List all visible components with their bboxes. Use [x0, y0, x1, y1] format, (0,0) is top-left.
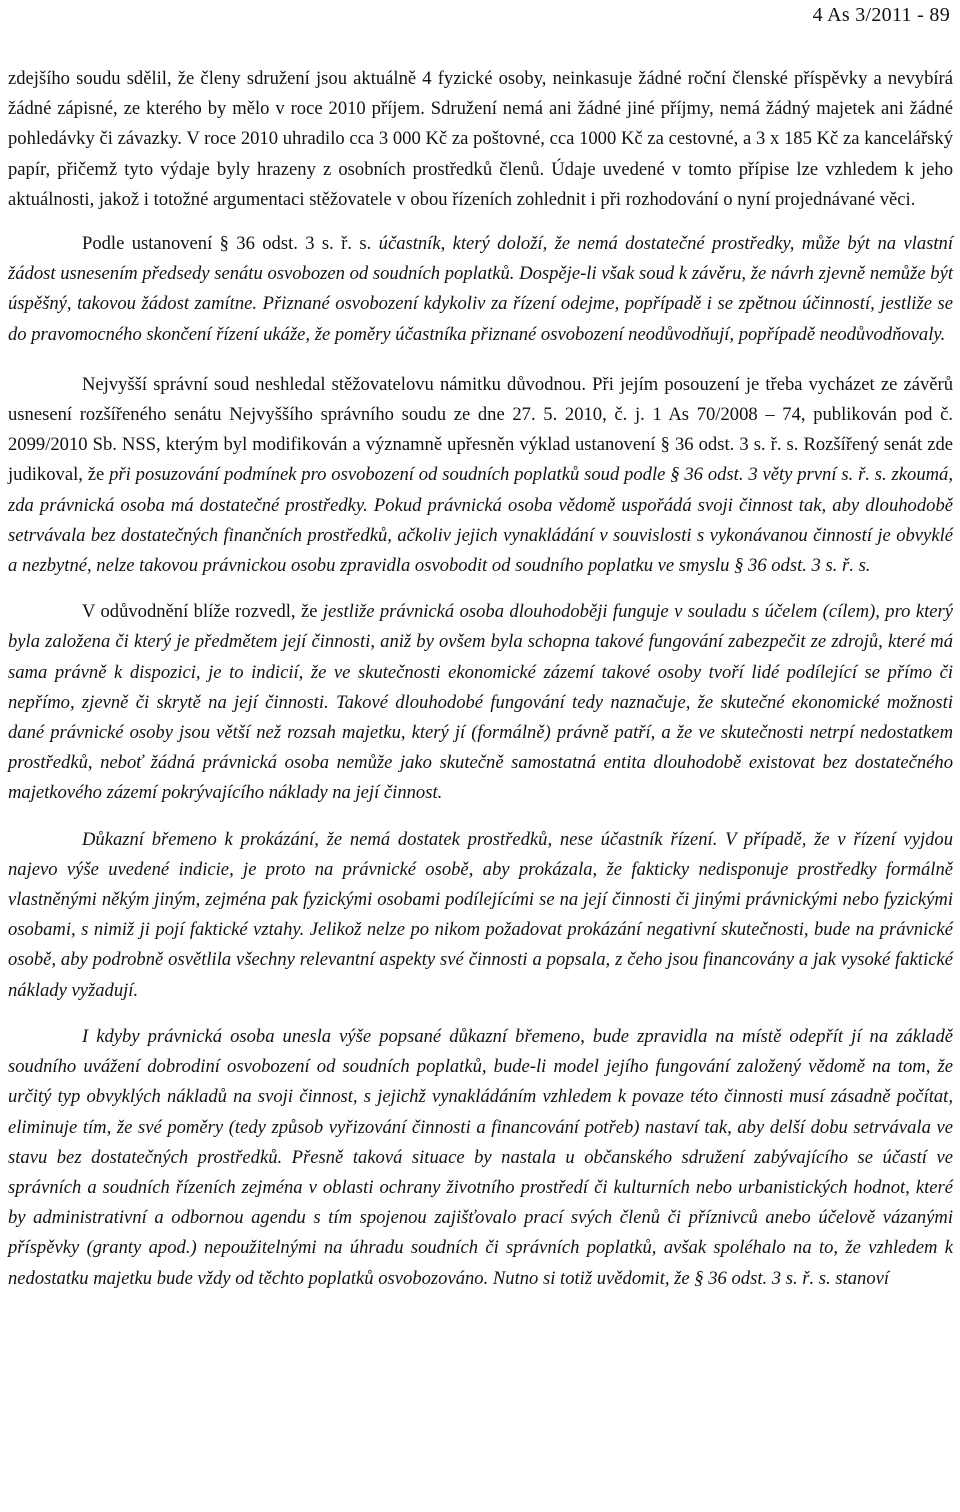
paragraph-2-quote: účastník, který doloží, že nemá dostatečné prostředky, může být na vlastní žádost usnesením předsedy senátu osvobozen od soudních poplatků. Dospěje-li však soud k závěru, že návrh zjevně nemůže být úspěšný, takovou žádost zamítne. Přiznané osvobození kdykoliv za řízení odejme, popřípadě i se zpětnou účinností, jestliže se do pravomocného skončení řízení ukáže, že poměry účastníka přiznané osvobození neodůvodňují, popřípadě neodůvodňovaly. [8, 233, 953, 345]
paragraph-2 [8, 229, 953, 350]
paragraph-1: zdejšího soudu sdělil, že členy sdružení jsou aktuálně 4 fyzické osoby, neinkasuje žádné roční členské příspěvky a nevybírá žádné zápisné, ze kterého by mělo v roce 2010 příjem. Sdružení nemá ani žádné jiné příjmy, nemá žádný majetek ani žádné pohledávky či závazky. V roce 2010 uhradilo cca 3 000 Kč za poštovné, cca 1000 Kč za cestovné, a 3 x 185 Kč za kancelářský papír, přičemž tyto výdaje byly hrazeny z osobních prostředků členů. Údaje uvedené v tomto přípise lze vzhledem k jeho aktuálnosti, jakož i totožné argumentaci stěžovatele v obou řízeních zohlednit i při rozhodování o nyní projednávané věci. [8, 68, 953, 210]
document-body [8, 64, 953, 1294]
paragraph-3-lead: Nejvyšší správní soud neshledal stěžovatelovu námitku důvodnou. Při jejím posouzení je třeba vycházet ze závěrů usnesení rozšířeného senátu Nejvyššího správního soudu ze dne 27. 5. 2010, č. j. 1 As 70/2008 – 74, publikován pod č. 2099/2010 Sb. NSS, kterým byl modifikován a významně upřesněn výklad ustanovení § 36 odst. 3 s. ř. s. Rozšířený senát zde judikoval, že [8, 373, 953, 486]
paragraph-2-lead: Podle ustanovení § 36 odst. 3 s. ř. s. [82, 233, 379, 255]
page-header-reference: 4 As 3/2011 - 89 [812, 4, 950, 26]
paragraph-5: Důkazní břemeno k prokázání, že nemá dostatek prostředků, nese účastník řízení. V případě, že v řízení vyjdou najevo výše uvedené indicie, je proto na právnické osobě, aby prokázala, že fakticky nedisponuje prostředky formálně vlastněnými někým jiným, zejména pak fyzickými osobami podílejícími se na její činnosti či jinými právnickými nebo fyzickými osobami, s nimiž ji pojí faktické vztahy. Jelikož nelze po nikom požadovat prokázání negativní skutečnosti, bude na právnické osobě, aby podrobně osvětlila všechny relevantní aspekty své činnosti a popsala, z čeho jsou financovány a jak vysoké faktické náklady vyžadují. [8, 828, 953, 1001]
paragraph-3 [8, 370, 953, 581]
paragraph-4-quote: jestliže právnická osoba dlouhodoběji funguje v souladu s účelem (cílem), pro který byla založena či který je předmětem její činnosti, aniž by ovšem byla schopna takové fungování zabezpečit ze zdrojů, které má sama právně k dispozici, je to indicií, že ve skutečnosti ekonomické zázemí takové osoby tvoří lidé podílející se přímo či nepřímo, zjevně či skrytě na její činnosti. Takové dlouhodobé fungování tedy naznačuje, že skutečné ekonomické možnosti dané právnické osoby jsou větší než rozsah majetku, který jí (formálně) právně patří, a že ve skutečnosti netrpí nedostatkem prostředků, neboť žádná právnická osoba nemůže jako skutečně samostatná entita dlouhodobě existovat bez dostatečného majetkového zázemí pokrývajícího náklady na její činnost. [8, 601, 953, 804]
paragraph-4 [8, 597, 953, 808]
paragraph-4-lead: V odůvodnění blíže rozvedl, že [82, 601, 323, 623]
paragraph-6: I kdyby právnická osoba unesla výše popsané důkazní břemeno, bude zpravidla na místě odepřít jí na základě soudního uvážení dobrodiní osvobození od soudních poplatků, bude-li model jejího fungování založený vědomě na tom, že určitý typ obvyklých nákladů na svoji činnost, s jejichž vynakládáním vzhledem k povaze této činnosti musí zásadně počítat, eliminuje tím, že své poměry (tedy způsob vyřizování činnosti a financování potřeb) nastaví tak, aby delší dobu setrvávala ve stavu bez dostatečných prostředků. Přesně taková situace by nastala u občanského sdružení zabývajícího se účastí ve správních a soudních řízeních zejména v oblasti ochrany životního prostředí či kulturních nebo urbanistických hodnot, které by administrativní a odbornou agendu s tím spojenou zajišťovalo prací svých členů či příznivců anebo účelově vázanými příspěvky (granty apod.) nepoužitelnými na úhradu soudních či správních poplatků, avšak spoléhalo na to, že vzhledem k nedostatku majetku bude vždy od těchto poplatků osvobozováno. Nutno si totiž uvědomit, že § 36 odst. 3 s. ř. s. stanoví [8, 1025, 953, 1289]
paragraph-3-quote: při posuzování podmínek pro osvobození od soudních poplatků soud podle § 36 odst. 3 věty první s. ř. s. zkoumá, zda právnická osoba má dostatečné prostředky. Pokud právnická osoba vědomě uspořádá svoji činnost tak, aby dlouhodobě setrvávala bez dostatečných finančních prostředků, ačkoliv jejich vynakládání v souvislosti s vykonávanou činností je obvyklé a nezbytné, nelze takovou právnickou osobu zpravidla osvobodit od soudního poplatku ve smyslu § 36 odst. 3 s. ř. s. [8, 464, 953, 577]
